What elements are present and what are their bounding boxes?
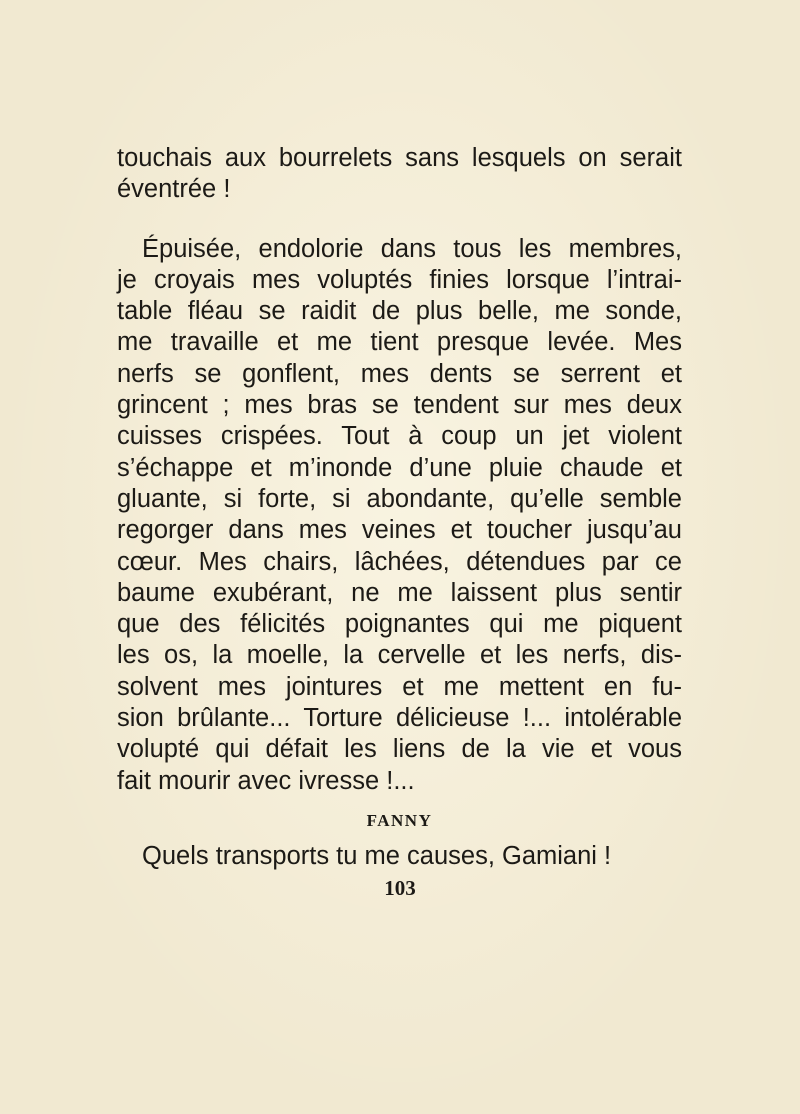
paragraph-1 (117, 143, 682, 206)
text-line: volupté qui défait les liens de la vie et vous (117, 735, 682, 764)
text-line: je croyais mes voluptés finies lorsque l’intrai- (117, 265, 682, 294)
text-line: regorger dans mes veines et toucher jusqu’au (117, 516, 682, 545)
paragraph-2 (117, 234, 682, 797)
text-line: table fléau se raidit de plus belle, me sonde, (117, 297, 682, 326)
text-line: que des félicités poignantes qui me piquent (117, 610, 682, 639)
text-line: cœur. Mes chairs, lâchées, détendues par ce (117, 547, 682, 576)
text-line: solvent mes jointures et me mettent en fu- (117, 672, 682, 701)
text-line: cuisses crispées. Tout à coup un jet violent (117, 422, 682, 451)
text-line: me travaille et me tient presque levée. Mes (117, 328, 682, 357)
text-line: nerfs se gonflent, mes dents se serrent et (117, 359, 682, 388)
text-line: éventrée ! (117, 175, 231, 204)
page-number: 103 (384, 876, 416, 900)
text-line: s’échappe et m’inonde d’une pluie chaude et (117, 453, 682, 482)
text-line: touchais aux bourrelets sans lesquels on serait (117, 144, 682, 172)
page-body (117, 143, 682, 872)
speaker-name: FANNY (366, 810, 433, 830)
dialogue-line: Quels transports tu me causes, Gamiani ! (142, 841, 612, 870)
text-line: baume exubérant, ne me laissent plus sentir (117, 578, 682, 607)
text-line: Épuisée, endolorie dans tous les membres, (142, 234, 682, 263)
text-line: gluante, si forte, si abondante, qu’elle semble (117, 484, 682, 513)
text-line: fait mourir avec ivresse !... (117, 766, 415, 795)
text-line: les os, la moelle, la cervelle et les nerfs, dis- (117, 641, 682, 670)
text-line: sion brûlante... Torture délicieuse !... intolérable (117, 704, 682, 733)
text-line: grincent ; mes bras se tendent sur mes deux (117, 391, 682, 420)
